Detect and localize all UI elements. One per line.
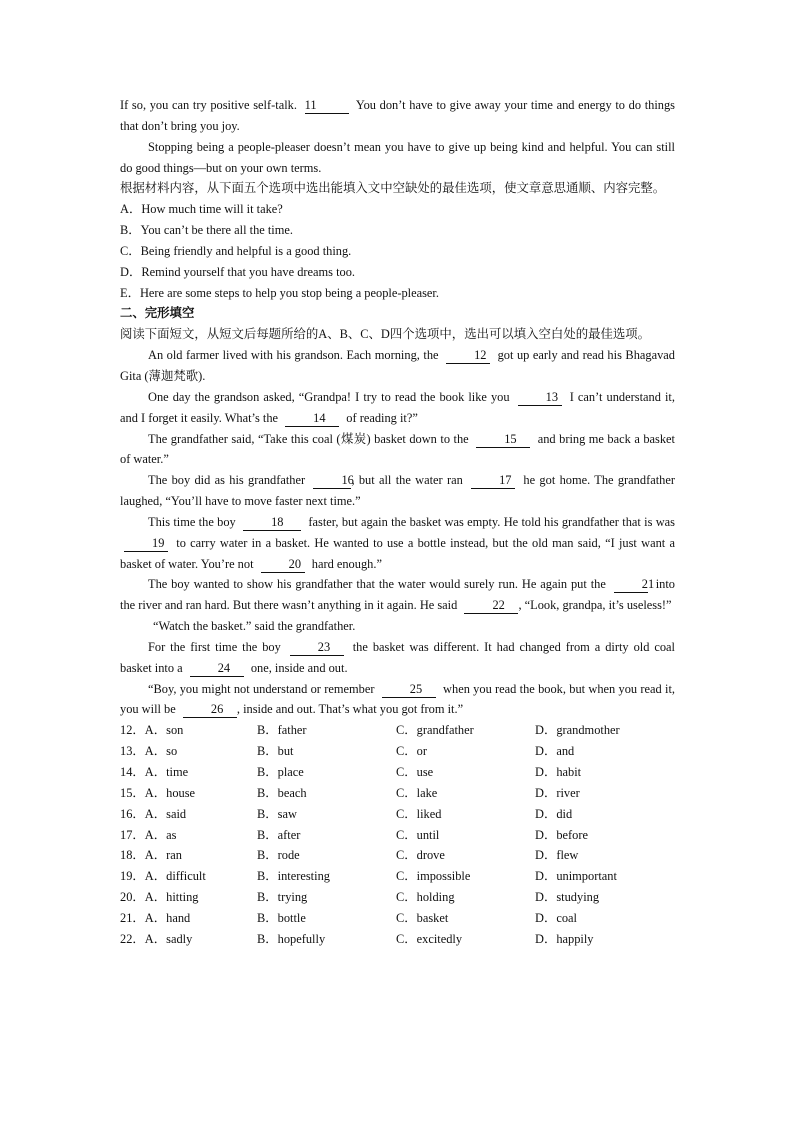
option-d: D．studying (535, 890, 600, 905)
paragraph-stopping: Stopping being a people-pleaser doesn’t mean you have to give up being kind and helpful. You can still do good things—but on your own terms. (120, 139, 675, 175)
question-row-14 (120, 762, 675, 783)
option-c: C．or (396, 744, 427, 759)
option-b: B．place (257, 765, 304, 779)
option-b: B．father (257, 723, 307, 738)
instruction-seven-choices: 根据材料内容，从下面五个选项中选出能填入文中空缺处的最佳选项，使文章意思通顺、内容完整。 (120, 181, 666, 196)
option-a: 20．A．hitting (120, 890, 199, 905)
option-a: 16．A．said (120, 806, 187, 821)
option-d: D．flew (535, 848, 579, 863)
option-b: B．saw (257, 806, 297, 821)
paragraph-positive-self-talk (120, 95, 675, 137)
text: the basket was different. It had changed from a dirty old coal basket into a (120, 639, 675, 675)
blank-16: 16 (313, 473, 351, 489)
blank-14: 14 (285, 411, 339, 427)
option-c: C．use (396, 765, 434, 779)
option-d: D．before (535, 827, 588, 842)
blank-25: 25 (382, 682, 436, 698)
option-d: D．habit (535, 765, 582, 779)
option-b: B．hopefully (257, 931, 326, 946)
text: of reading it?” (346, 410, 418, 425)
option-d: D．grandmother (535, 723, 620, 738)
option-b: B．beach (257, 785, 307, 800)
story-paragraph-9 (120, 679, 675, 721)
text: and bring me back a basket of water.” (120, 431, 675, 467)
option-b: B．bottle (257, 910, 306, 925)
option-d: D．coal (535, 910, 577, 925)
text: I can’t understand it, and I forget it easily. What’s the (120, 389, 675, 425)
story-paragraph-7: “Watch the basket.” said the grandfather. (153, 619, 356, 634)
option-c: C．grandfather (396, 723, 474, 738)
option-a: 19．A．difficult (120, 869, 206, 884)
text: , but all the water ran (351, 473, 463, 488)
sentence: You don’t have to give away your time and energy to do things that don’t bring you joy. (120, 98, 675, 133)
option-d: D．river (535, 785, 580, 800)
text: when you read the book, but when you read it, you will be (120, 681, 675, 717)
choice-d: D．Remind yourself that you have dreams too. (120, 264, 356, 279)
story-paragraph-5 (120, 512, 675, 575)
option-a: 18．A．ran (120, 848, 182, 863)
story-paragraph-4 (120, 470, 675, 512)
option-c: C．until (396, 827, 440, 842)
blank-18: 18 (243, 515, 301, 531)
instruction-cloze: 阅读下面短文，从短文后每题所给的A、B、C、D四个选项中，选出可以填入空白处的最佳选项。 (120, 327, 651, 342)
question-options-table (120, 720, 675, 949)
text: This time the boy (148, 514, 236, 529)
question-row-21 (120, 908, 675, 929)
option-c: C．impossible (396, 869, 471, 884)
text: One day the grandson asked, “Grandpa! I try to read the book like you (148, 389, 510, 404)
question-row-16 (120, 804, 675, 825)
text: An old farmer lived with his grandson. Each morning, the (148, 348, 439, 363)
choice-a: A．How much time will it take? (120, 202, 283, 217)
text: hard enough.” (311, 556, 382, 571)
section-title-cloze: 二、完形填空 (120, 306, 195, 321)
sentence: If so, you can try positive self-talk. (120, 98, 297, 112)
text: he got home. The grandfather laughed, “You’ll have to move faster next time.” (120, 473, 675, 509)
story-paragraph-3 (120, 429, 675, 471)
choice-b: B．You can’t be there all the time. (120, 223, 293, 238)
text: one, inside and out. (250, 660, 348, 675)
option-c: C．holding (396, 890, 455, 905)
question-row-20 (120, 887, 675, 908)
option-d: D．and (535, 744, 575, 759)
option-d: D．did (535, 806, 573, 821)
option-d: D．happily (535, 931, 594, 946)
text: , inside and out. That’s what you got from it.” (236, 702, 464, 717)
option-a: 22．A．sadly (120, 931, 193, 946)
option-b: B．rode (257, 848, 300, 863)
option-a: 15．A．house (120, 785, 196, 800)
text: got up early and read his Bhagavad Gita (薄迦梵歌). (120, 348, 675, 383)
option-a: 14．A．time (120, 765, 189, 779)
option-a: 17．A．as (120, 827, 177, 842)
blank-24: 24 (190, 661, 244, 677)
option-b: B．trying (257, 890, 308, 905)
story-paragraph-8 (120, 637, 675, 679)
blank-26: 26 (183, 702, 237, 718)
blank-13: 13 (518, 390, 562, 406)
blank-15: 15 (476, 432, 530, 448)
option-a: 21．A．hand (120, 910, 191, 925)
document-page (120, 95, 675, 950)
blank-23: 23 (290, 640, 344, 656)
question-row-13 (120, 741, 675, 762)
blank-11: 11 (305, 98, 349, 114)
option-a: 13．A．so (120, 744, 178, 759)
text: For the first time the boy (148, 639, 281, 654)
blank-20: 20 (261, 557, 305, 573)
story-paragraph-6 (120, 574, 675, 616)
option-c: C．drove (396, 848, 445, 863)
text: faster, but again the basket was empty. He told his grandfather that is was (308, 514, 675, 529)
text: The boy wanted to show his grandfather that the water would surely run. He again put the (148, 577, 606, 592)
question-row-22 (120, 929, 675, 950)
story-paragraph-1 (120, 345, 675, 387)
question-row-15 (120, 783, 675, 804)
question-row-17 (120, 825, 675, 846)
option-c: C．lake (396, 785, 438, 800)
blank-17: 17 (471, 473, 515, 489)
option-b: B．after (257, 827, 301, 842)
option-b: B．but (257, 744, 294, 759)
question-row-18 (120, 845, 675, 866)
option-c: C．excitedly (396, 931, 463, 946)
choice-e: E．Here are some steps to help you stop being a people-pleaser. (120, 285, 439, 300)
blank-19: 19 (124, 536, 168, 552)
blank-21: 21 (614, 577, 648, 593)
option-d: D．unimportant (535, 869, 617, 884)
text: The boy did as his grandfather (148, 473, 306, 488)
option-a: 12．A．son (120, 723, 184, 738)
text: “Boy, you might not understand or remember (148, 681, 375, 696)
option-c: C．basket (396, 910, 449, 925)
blank-22: 22 (464, 598, 518, 614)
blank-12: 12 (446, 348, 490, 364)
text: , “Look, grandpa, it’s useless!” (518, 598, 672, 613)
text: to carry water in a basket. He wanted to use a bottle instead, but the old man said, “I just want a basket of water. You’re not (120, 535, 675, 571)
option-c: C．liked (396, 806, 442, 821)
text: The grandfather said, “Take this coal (煤炭) basket down to the (148, 431, 469, 446)
story-paragraph-2 (120, 387, 675, 429)
option-b: B．interesting (257, 869, 330, 884)
question-row-12 (120, 720, 675, 741)
choice-c: C．Being friendly and helpful is a good thing. (120, 243, 352, 258)
question-row-19 (120, 866, 675, 887)
text: into the river and ran hard. But there wasn’t anything in it again. He said (120, 577, 675, 613)
